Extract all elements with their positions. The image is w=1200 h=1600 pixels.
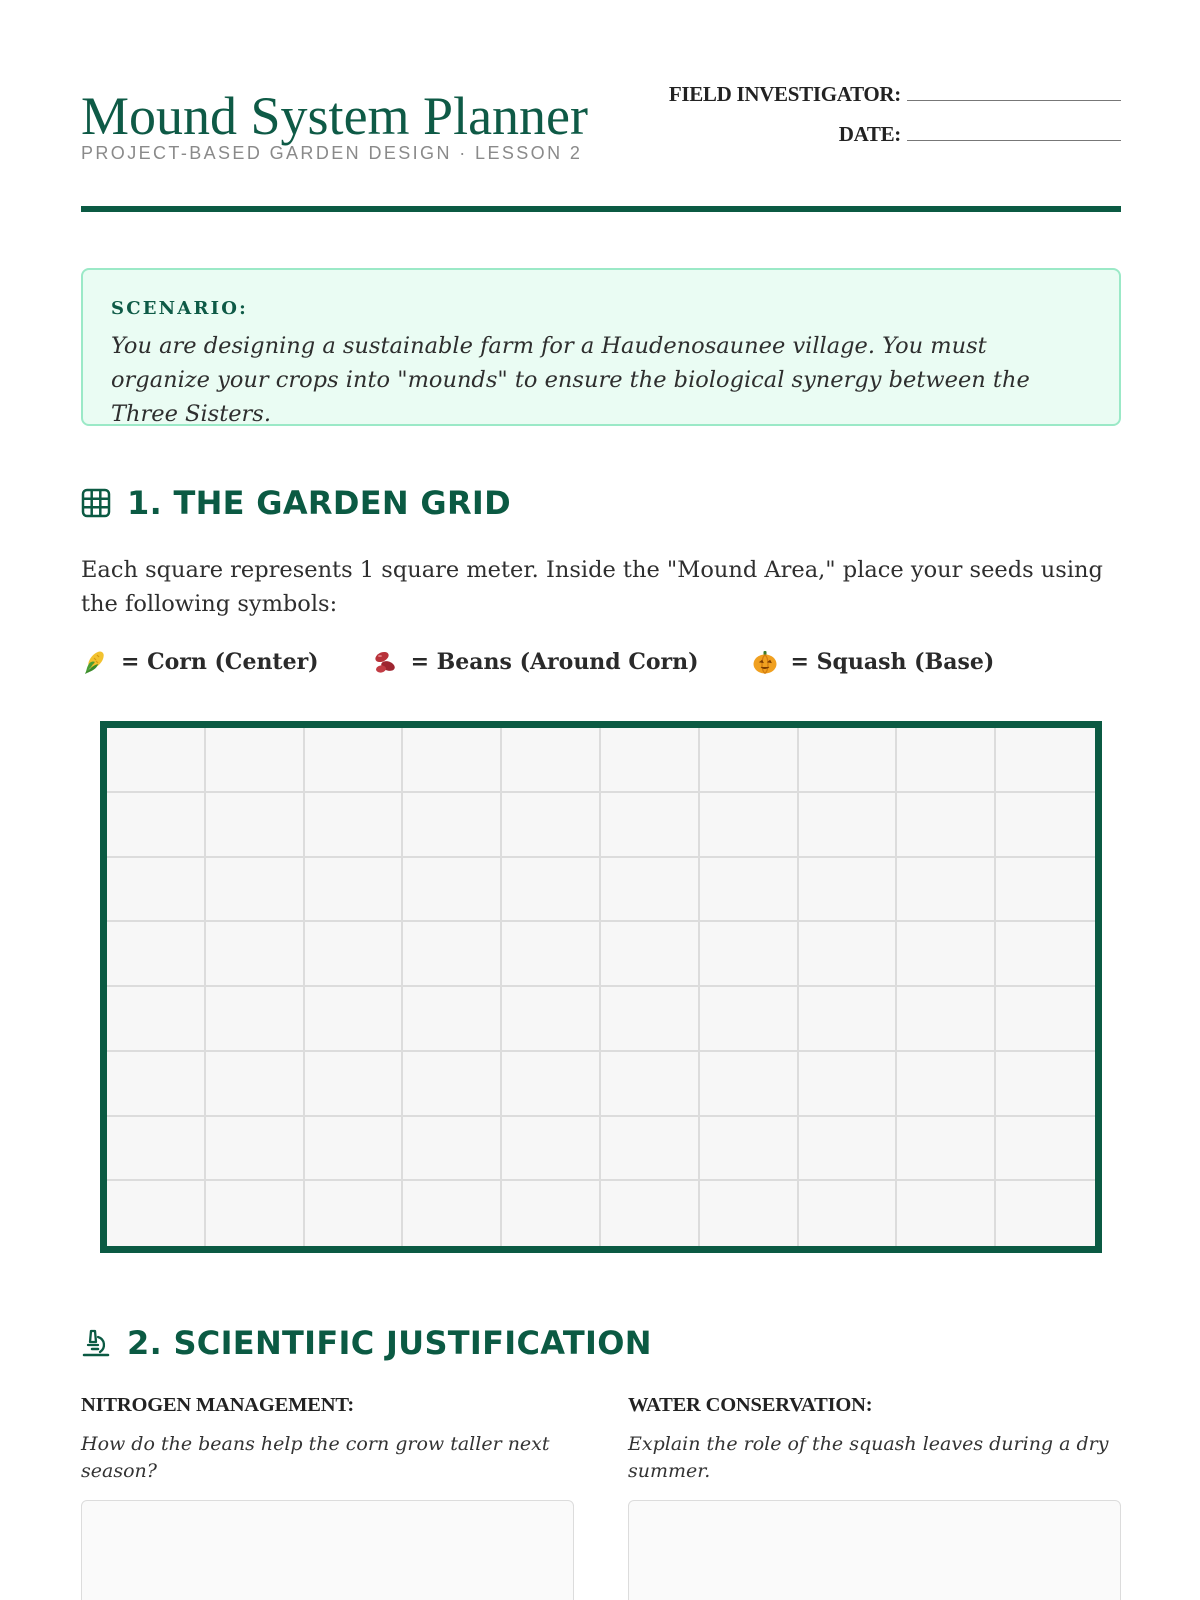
grid-cell[interactable] (897, 728, 996, 793)
grid-cell[interactable] (107, 922, 206, 987)
grid-cell[interactable] (403, 1052, 502, 1117)
grid-cell[interactable] (700, 858, 799, 923)
grid-cell[interactable] (107, 987, 206, 1052)
nitrogen-answer-box[interactable] (81, 1500, 574, 1600)
grid-cell[interactable] (502, 922, 601, 987)
grid-cell[interactable] (799, 858, 898, 923)
grid-cell[interactable] (107, 858, 206, 923)
grid-cell[interactable] (799, 728, 898, 793)
symbol-legend (81, 648, 1046, 676)
grid-cell[interactable] (799, 922, 898, 987)
legend-item-beans (371, 648, 699, 676)
grid-cell[interactable] (403, 793, 502, 858)
grid-cell[interactable] (403, 728, 502, 793)
grid-cell[interactable] (700, 1181, 799, 1246)
legend-label-beans: = Beans (Around Corn) (410, 649, 699, 675)
grid-cell[interactable] (897, 922, 996, 987)
section-garden-grid-heading (81, 484, 511, 522)
grid-cell[interactable] (601, 1052, 700, 1117)
grid-cell[interactable] (206, 1117, 305, 1182)
grid-cell[interactable] (996, 987, 1095, 1052)
grid-cell[interactable] (107, 1117, 206, 1182)
grid-cell[interactable] (601, 922, 700, 987)
grid-cell[interactable] (305, 793, 404, 858)
grid-cell[interactable] (305, 858, 404, 923)
grid-cell[interactable] (403, 922, 502, 987)
corn-icon (81, 648, 109, 676)
field-investigator-line[interactable] (907, 100, 1121, 101)
header-divider (81, 206, 1121, 212)
grid-cell[interactable] (996, 728, 1095, 793)
grid-cell[interactable] (206, 728, 305, 793)
scenario-text: You are designing a sustainable farm for a Haudenosaunee village. You must organize your crops into "mounds" to ensure the biological synergy between the Three Sisters. (111, 333, 1030, 427)
grid-cell[interactable] (601, 987, 700, 1052)
grid-cell[interactable] (502, 858, 601, 923)
grid-cell[interactable] (799, 1052, 898, 1117)
grid-cell[interactable] (107, 793, 206, 858)
grid-cell[interactable] (799, 793, 898, 858)
grid-cell[interactable] (799, 987, 898, 1052)
grid-cell[interactable] (502, 793, 601, 858)
date-line[interactable] (907, 140, 1121, 141)
squash-icon (751, 648, 779, 676)
grid-cell[interactable] (305, 1052, 404, 1117)
question-nitrogen (81, 1394, 574, 1485)
legend-item-corn (81, 648, 319, 676)
grid-cell[interactable] (206, 1181, 305, 1246)
grid-cell[interactable] (601, 858, 700, 923)
grid-cell[interactable] (799, 1117, 898, 1182)
question-label: NITROGEN MANAGEMENT: (81, 1394, 354, 1416)
section-justification-heading (81, 1324, 652, 1362)
scenario-box (81, 268, 1121, 426)
grid-cell[interactable] (403, 1117, 502, 1182)
date-label: DATE: (838, 122, 901, 146)
grid-cell[interactable] (700, 922, 799, 987)
beans-icon (371, 648, 399, 676)
date-row (839, 122, 1121, 147)
question-label: WATER CONSERVATION: (628, 1394, 873, 1416)
grid-cell[interactable] (700, 793, 799, 858)
grid-cell[interactable] (305, 987, 404, 1052)
water-answer-box[interactable] (628, 1500, 1121, 1600)
header (81, 80, 1121, 212)
grid-cell[interactable] (601, 728, 700, 793)
question-prompt: Explain the role of the squash leaves during a dry summer. (628, 1433, 1109, 1482)
grid-cell[interactable] (996, 1181, 1095, 1246)
page-title: Mound System Planner (81, 86, 588, 146)
grid-cell[interactable] (206, 858, 305, 923)
grid-cell[interactable] (996, 793, 1095, 858)
grid-cell[interactable] (897, 793, 996, 858)
grid-cell[interactable] (502, 1117, 601, 1182)
grid-cell[interactable] (305, 1181, 404, 1246)
grid-cell[interactable] (403, 1181, 502, 1246)
grid-cell[interactable] (601, 1181, 700, 1246)
grid-cell[interactable] (305, 1117, 404, 1182)
grid-cell[interactable] (700, 728, 799, 793)
grid-cell[interactable] (107, 728, 206, 793)
microscope-icon (81, 1328, 111, 1358)
grid-cell[interactable] (897, 1052, 996, 1117)
grid-cell[interactable] (996, 1117, 1095, 1182)
scenario-label: SCENARIO: (111, 298, 248, 319)
grid-cell[interactable] (305, 922, 404, 987)
grid-cell[interactable] (996, 1052, 1095, 1117)
grid-cell[interactable] (897, 1117, 996, 1182)
grid-cell[interactable] (206, 987, 305, 1052)
grid-cell[interactable] (502, 728, 601, 793)
grid-cell[interactable] (799, 1181, 898, 1246)
question-prompt: How do the beans help the corn grow taller next season? (81, 1433, 550, 1482)
grid-cell[interactable] (206, 793, 305, 858)
grid-cell[interactable] (601, 1117, 700, 1182)
grid-cell[interactable] (897, 858, 996, 923)
legend-label-squash: = Squash (Base) (790, 649, 995, 675)
grid-cell[interactable] (305, 728, 404, 793)
field-investigator-row (669, 82, 1121, 107)
grid-instructions: Each square represents 1 square meter. Inside the "Mound Area," place your seeds using the following symbols: (81, 557, 1103, 617)
grid-icon (81, 488, 111, 518)
grid-cell[interactable] (403, 987, 502, 1052)
grid-cell[interactable] (996, 922, 1095, 987)
grid-cell[interactable] (206, 922, 305, 987)
grid-cell[interactable] (700, 1052, 799, 1117)
question-water (628, 1394, 1121, 1485)
grid-cell[interactable] (403, 858, 502, 923)
garden-grid (100, 721, 1102, 1253)
grid-cell[interactable] (502, 1052, 601, 1117)
grid-cell[interactable] (700, 987, 799, 1052)
grid-cell[interactable] (897, 1181, 996, 1246)
section-title: 1. THE GARDEN GRID (127, 484, 511, 522)
legend-label-corn: = Corn (Center) (121, 649, 319, 675)
section-title: 2. SCIENTIFIC JUSTIFICATION (127, 1324, 652, 1362)
field-investigator-label: FIELD INVESTIGATOR: (668, 82, 901, 106)
legend-item-squash (751, 648, 995, 676)
grid-cell[interactable] (897, 987, 996, 1052)
grid-cell[interactable] (502, 987, 601, 1052)
grid-cell[interactable] (601, 793, 700, 858)
page-subtitle: PROJECT-BASED GARDEN DESIGN · LESSON 2 (81, 143, 583, 163)
grid-cell[interactable] (996, 858, 1095, 923)
grid-cell[interactable] (107, 1181, 206, 1246)
grid-cell[interactable] (700, 1117, 799, 1182)
garden-grid-cells (107, 728, 1095, 1246)
grid-cell[interactable] (502, 1181, 601, 1246)
grid-cell[interactable] (206, 1052, 305, 1117)
grid-cell[interactable] (107, 1052, 206, 1117)
